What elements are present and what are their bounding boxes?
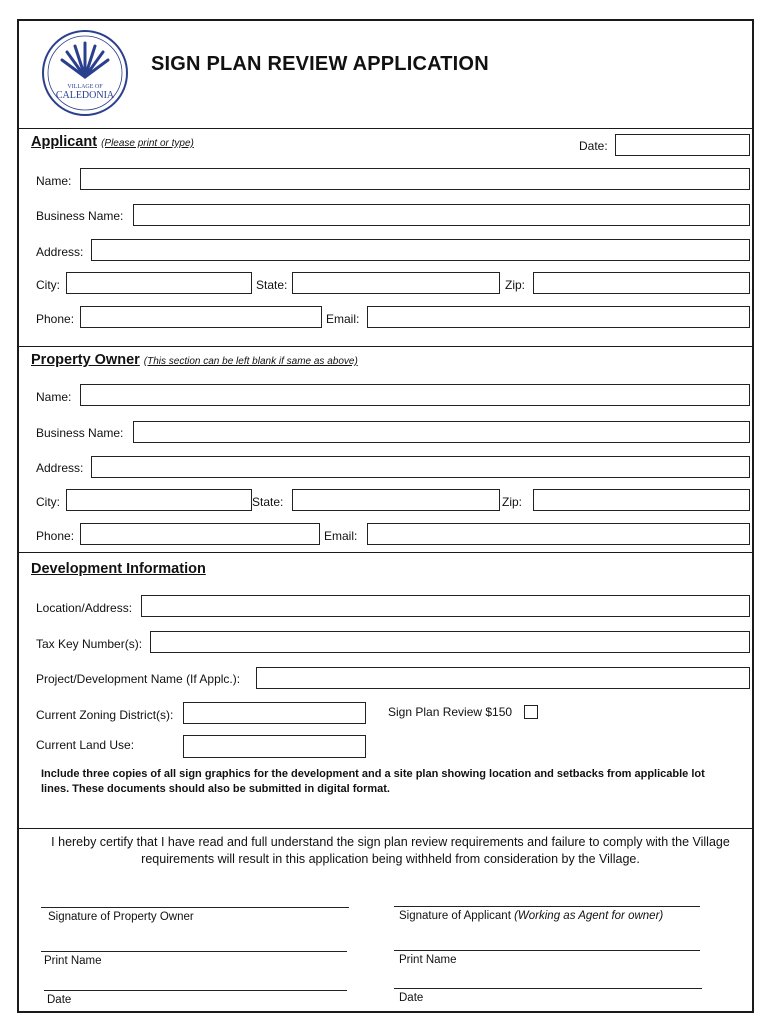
- application-form: [17, 19, 754, 1013]
- applicant-subheading: (Please print or type): [101, 138, 194, 149]
- name-label: Name:: [36, 174, 72, 188]
- land-use-field[interactable]: [183, 735, 366, 758]
- owner-print-name-label: Print Name: [44, 955, 102, 967]
- owner-city-label: City:: [36, 495, 60, 509]
- state-label: State:: [256, 278, 288, 292]
- applicant-business-name-field[interactable]: [133, 204, 750, 226]
- applicant-phone-field[interactable]: [80, 306, 322, 328]
- applicant-date-label: Date: [399, 992, 424, 1004]
- certification-text: I hereby certify that I have read and full understand the sign plan review requirements and failure to comply with the Village requirements will result in this application being withheld from consideration by the Village.: [51, 835, 730, 866]
- submission-note: Include three copies of all sign graphics for the development and a site plan showing location and setbacks from applicable lot lines. These documents should also be submitted in digital format.: [41, 768, 705, 795]
- owner-address-label: Address:: [36, 461, 84, 475]
- project-name-label: Project/Development Name (If Applc.):: [36, 672, 241, 686]
- location-address-field[interactable]: [141, 595, 750, 617]
- owner-phone-field[interactable]: [80, 523, 320, 545]
- owner-name-label: Name:: [36, 390, 72, 404]
- applicant-print-name-label: Print Name: [399, 954, 457, 966]
- svg-text:VILLAGE OF: VILLAGE OF: [67, 84, 103, 90]
- zip-label: Zip:: [505, 278, 526, 292]
- owner-city-field[interactable]: [66, 489, 252, 511]
- owner-business-name-field[interactable]: [133, 421, 750, 443]
- applicant-heading: Applicant (Please print or type): [31, 134, 194, 150]
- applicant-date-field[interactable]: [615, 134, 750, 156]
- land-use-label: Current Land Use:: [36, 738, 135, 752]
- village-logo: [41, 29, 129, 117]
- applicant-state-field[interactable]: [292, 272, 500, 294]
- owner-email-label: Email:: [324, 529, 358, 543]
- review-fee-label: Sign Plan Review $150: [388, 705, 513, 719]
- applicant-signature-label: Signature of Applicant (Working as Agent for owner): [399, 910, 664, 922]
- owner-signature-line[interactable]: [41, 907, 349, 908]
- owner-name-field[interactable]: [80, 384, 750, 406]
- owner-subheading: (This section can be left blank if same as above): [143, 356, 358, 367]
- applicant-address-field[interactable]: [91, 239, 750, 261]
- property-owner-section: [19, 346, 752, 553]
- owner-date-line[interactable]: [44, 990, 347, 991]
- owner-signature-label: Signature of Property Owner: [48, 911, 194, 923]
- page-title: SIGN PLAN REVIEW APPLICATION: [151, 53, 489, 75]
- owner-address-field[interactable]: [91, 456, 750, 478]
- applicant-signature-line[interactable]: [394, 906, 700, 907]
- owner-state-field[interactable]: [292, 489, 500, 511]
- tax-key-label: Tax Key Number(s):: [36, 637, 143, 651]
- location-label: Location/Address:: [36, 601, 133, 615]
- email-label: Email:: [326, 312, 360, 326]
- logo-seal-icon: [41, 29, 129, 117]
- applicant-print-name-line[interactable]: [394, 950, 700, 951]
- svg-text:CALEDONIA: CALEDONIA: [55, 90, 115, 101]
- owner-heading: Property Owner (This section can be left blank if same as above): [31, 352, 358, 368]
- owner-phone-label: Phone:: [36, 529, 75, 543]
- zoning-label: Current Zoning District(s):: [36, 708, 174, 722]
- owner-zip-field[interactable]: [533, 489, 750, 511]
- project-name-field[interactable]: [256, 667, 750, 689]
- owner-email-field[interactable]: [367, 523, 750, 545]
- owner-print-name-line[interactable]: [41, 951, 347, 952]
- applicant-city-field[interactable]: [66, 272, 252, 294]
- applicant-zip-field[interactable]: [533, 272, 750, 294]
- zoning-district-field[interactable]: [183, 702, 366, 724]
- date-label: Date:: [579, 139, 608, 153]
- applicant-email-field[interactable]: [367, 306, 750, 328]
- owner-date-label: Date: [47, 994, 72, 1006]
- owner-state-label: State:: [252, 495, 284, 509]
- development-heading: Development Information: [31, 561, 206, 577]
- agent-note: (Working as Agent for owner): [514, 910, 664, 922]
- review-fee-checkbox[interactable]: [524, 705, 538, 719]
- address-label: Address:: [36, 245, 84, 259]
- applicant-date-line[interactable]: [394, 988, 702, 989]
- business-name-label: Business Name:: [36, 209, 124, 223]
- owner-zip-label: Zip:: [502, 495, 523, 509]
- city-label: City:: [36, 278, 60, 292]
- tax-key-field[interactable]: [150, 631, 750, 653]
- applicant-name-field[interactable]: [80, 168, 750, 190]
- applicant-section: [19, 128, 752, 347]
- owner-business-name-label: Business Name:: [36, 426, 124, 440]
- phone-label: Phone:: [36, 312, 75, 326]
